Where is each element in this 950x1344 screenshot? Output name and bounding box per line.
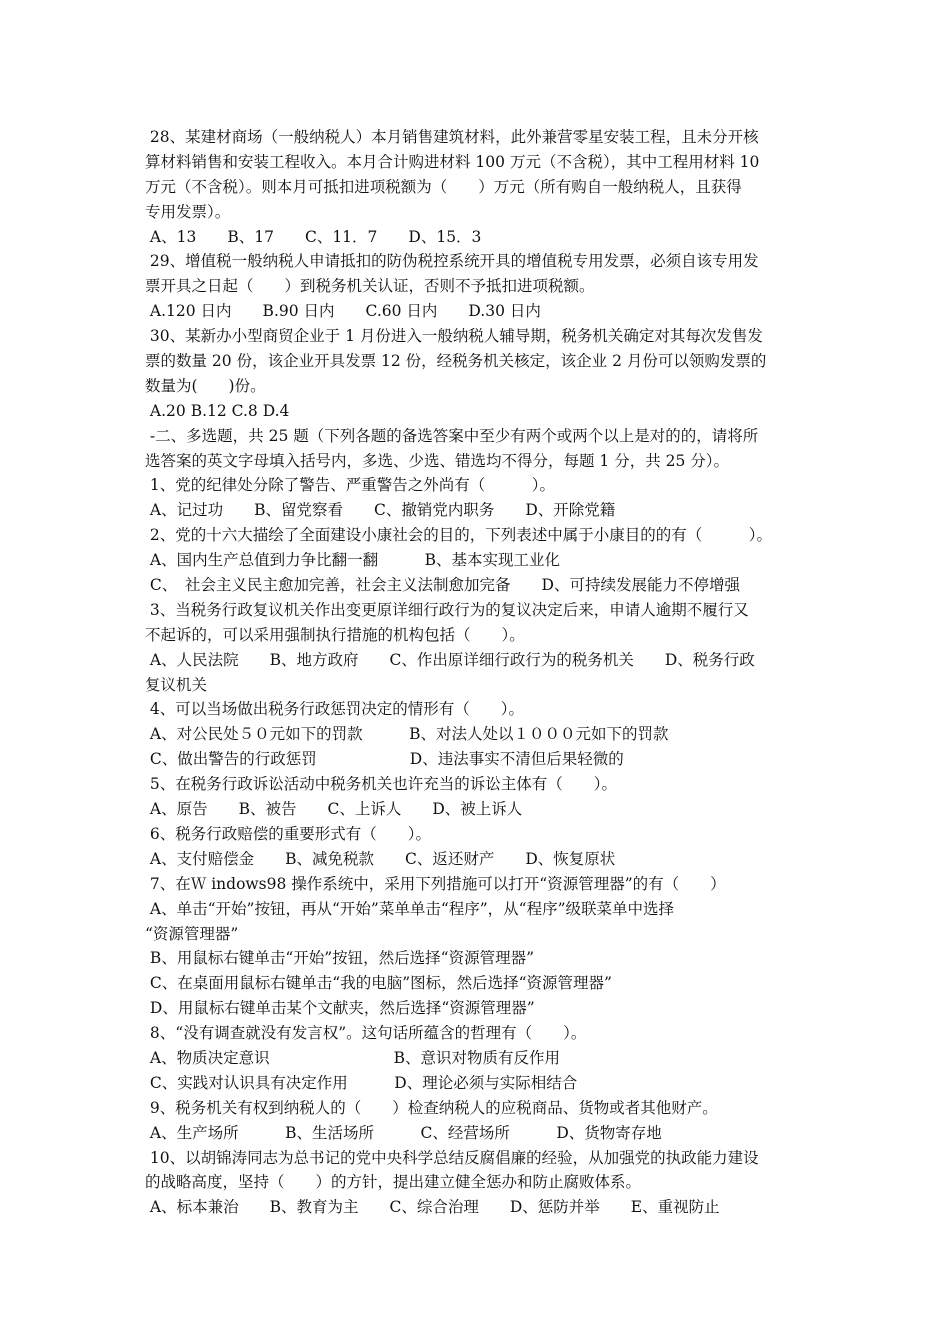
text-line: A、13 B、17 C、11．7 D、15．3 — [145, 227, 482, 246]
text-line: 万元（不含税）。则本月可抵扣进项税额为（ ）万元（所有购自一般纳税人，且获得 — [145, 177, 742, 196]
section-heading: -二、多选题，共 25 题（下列各题的备选答案中至少有两个或两个以上是对的的，请将所 — [145, 426, 759, 445]
text-line: A、原告 B、被告 C、上诉人 D、被上诉人 — [145, 800, 523, 819]
text-line: “资源管理器” — [145, 924, 239, 943]
text-line: A、生产场所 B、生活场所 C、经营场所 D、货物寄存地 — [145, 1123, 662, 1142]
text-line: 算材料销售和安装工程收入。本月合计购进材料 100 万元（不含税），其中工程用材料 10 — [145, 152, 760, 171]
text-line: 28、某建材商场（一般纳税人）本月销售建筑材料，此外兼营零星安装工程，且未分开核 — [145, 128, 759, 146]
text-line: 的战略高度，坚持（ ）的方针，提出建立健全惩办和防止腐败体系。 — [145, 1173, 642, 1192]
text-line: 票开具之日起（ ）到税务机关认证，否则不予抵扣进项税额。 — [145, 277, 595, 296]
text-line: C、实践对认识具有决定作用 D、理论必须与实际相结合 — [145, 1073, 578, 1092]
text-line: A、人民法院 B、地方政府 C、作出原详细行政行为的税务机关 D、税务行政 — [145, 650, 755, 669]
text-line: 1、党的纪律处分除了警告、严重警告之外尚有（ ）。 — [145, 476, 556, 495]
text-line: A、物质决定意识 B、意识对物质有反作用 — [145, 1048, 561, 1067]
text-line: A、支付赔偿金 B、减免税款 C、返还财产 D、恢复原状 — [145, 849, 616, 868]
text-line: A、单击“开始”按钮，再从“开始”菜单单击“程序”，从“程序”级联菜单中选择 — [145, 899, 675, 918]
text-line: A、记过功 B、留党察看 C、撤销党内职务 D、开除党籍 — [145, 501, 616, 520]
text-line: 选答案的英文字母填入括号内，多选、少选、错选均不得分，每题 1 分，共 25 分）。 — [145, 451, 730, 470]
text-line: 3、当税务行政复议机关作出变更原详细行政行为的复议决定后来，申请人逾期不履行又 — [145, 600, 749, 619]
text-line: C、做出警告的行政惩罚 D、违法事实不清但后果轻微的 — [145, 750, 624, 769]
text-line: 复议机关 — [145, 675, 208, 694]
text-line: 4、可以当场做出税务行政惩罚决定的情形有（ ）。 — [145, 700, 525, 719]
text-line: 8、“没有调查就没有发言权”。这句话所蕴含的哲理有（ ）。 — [145, 1024, 587, 1043]
text-line: 6、税务行政赔偿的重要形式有（ ）。 — [145, 824, 432, 843]
text-line: 10、以胡锦涛同志为总书记的党中央科学总结反腐倡廉的经验，从加强党的执政能力建设 — [145, 1148, 759, 1167]
text-line: 2、党的十六大描绘了全面建设小康社会的目的，下列表述中属于小康目的的有（ ）。 — [145, 526, 773, 545]
text-line: 29、增值税一般纳税人申请抵扣的防伪税控系统开具的增值税专用发票，必须自该专用发 — [145, 252, 759, 271]
text-line: C、在桌面用鼠标右键单击“我的电脑”图标，然后选择“资源管理器” — [145, 974, 612, 993]
text-line: 5、在税务行政诉讼活动中税务机关也许充当的诉讼主体有（ ）。 — [145, 775, 618, 794]
text-line: 专用发票）。 — [145, 202, 231, 221]
text-line: B、用鼠标右键单击“开始”按钮，然后选择“资源管理器” — [145, 949, 535, 968]
text-line: 30、某新办小型商贸企业于 1 月份进入一般纳税人辅导期，税务机关确定对其每次发售发 — [145, 327, 763, 346]
text-line: 不起诉的，可以采用强制执行措施的机构包括（ ）。 — [145, 625, 525, 644]
text-line: A、对公民处５０元如下的罚款 B、对法人处以１０００元如下的罚款 — [145, 725, 669, 744]
text-line: A.20 B.12 C.8 D.4 — [145, 401, 290, 420]
text-line: 票的数量 20 份，该企业开具发票 12 份，经税务机关核定，该企业 2 月份可以领购发票的 — [145, 352, 767, 371]
text-line: A、标本兼治 B、教育为主 C、综合治理 D、惩防并举 E、重视防止 — [145, 1198, 720, 1217]
text-line: C、 社会主义民主愈加完善，社会主义法制愈加完备 D、可持续发展能力不停增强 — [145, 576, 740, 595]
text-line: A、国内生产总值到力争比翻一翻 B、基本实现工业化 — [145, 551, 561, 570]
text-line: 7、在Ｗ indows98 操作系统中，采用下列措施可以打开“资源管理器”的有（ ） — [145, 874, 726, 893]
text-line: A.120 日内 B.90 日内 C.60 日内 D.30 日内 — [145, 302, 541, 321]
document-body — [145, 125, 815, 1220]
text-line: 数量为( )份。 — [145, 376, 266, 395]
text-line: 9、税务机关有权到纳税人的（ ）检查纳税人的应税商品、货物或者其他财产。 — [145, 1098, 718, 1117]
text-line: D、用鼠标右键单击某个文献夹，然后选择“资源管理器” — [145, 999, 535, 1018]
